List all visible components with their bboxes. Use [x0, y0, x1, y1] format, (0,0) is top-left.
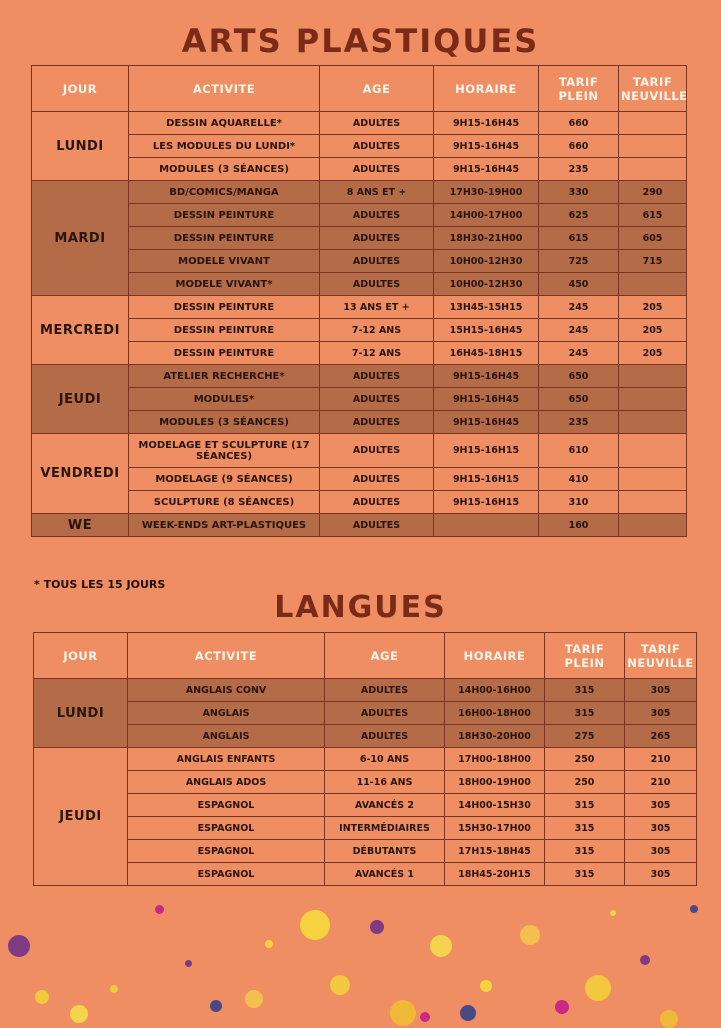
table-row	[34, 817, 697, 840]
table-row	[32, 181, 687, 204]
price-full-cell: 315	[545, 840, 625, 863]
table-row	[32, 135, 687, 158]
activity-cell: LES MODULES DU LUNDI*	[129, 135, 320, 158]
activity-cell: MODULES*	[129, 388, 320, 411]
paint-splat	[245, 990, 263, 1008]
schedule-cell: 18H45-20H15	[445, 863, 545, 886]
age-cell: ADULTES	[320, 468, 434, 491]
col-header-age: AGE	[325, 633, 445, 679]
paint-splat	[330, 975, 350, 995]
age-cell: ADULTES	[320, 434, 434, 468]
activity-cell: DESSIN PEINTURE	[129, 319, 320, 342]
schedule-cell: 17H00-18H00	[445, 748, 545, 771]
price-full-cell: 245	[539, 319, 619, 342]
price-neuville-cell	[619, 158, 687, 181]
activity-cell: ANGLAIS CONV	[128, 679, 325, 702]
col-header-tarif-plein: TARIF PLEIN	[545, 633, 625, 679]
paint-splat	[265, 940, 273, 948]
col-header-tarif-neuville: TARIF NEUVILLE	[625, 633, 697, 679]
paint-splat	[585, 975, 611, 1001]
paint-splat	[370, 920, 384, 934]
schedule-cell	[434, 514, 539, 537]
age-cell: ADULTES	[320, 204, 434, 227]
schedule-cell: 9H15-16H15	[434, 468, 539, 491]
age-cell: DÉBUTANTS	[325, 840, 445, 863]
age-cell: ADULTES	[325, 725, 445, 748]
paint-splat	[300, 910, 330, 940]
age-cell: INTERMÉDIAIRES	[325, 817, 445, 840]
col-header-activite: ACTIVITE	[128, 633, 325, 679]
price-neuville-cell	[619, 434, 687, 468]
activity-cell: DESSIN PEINTURE	[129, 342, 320, 365]
table-row	[34, 679, 697, 702]
table-header-row	[34, 633, 697, 679]
price-neuville-cell: 205	[619, 319, 687, 342]
schedule-cell: 16H45-18H15	[434, 342, 539, 365]
paint-splat	[185, 960, 192, 967]
arts-plastiques-table	[31, 65, 687, 537]
table-row	[34, 702, 697, 725]
langues-table	[33, 632, 697, 886]
day-cell: JEUDI	[32, 365, 129, 434]
schedule-cell: 17H30-19H00	[434, 181, 539, 204]
price-neuville-cell: 205	[619, 296, 687, 319]
paint-splat	[520, 925, 540, 945]
table-row	[32, 112, 687, 135]
paint-splat	[70, 1005, 88, 1023]
activity-cell: DESSIN PEINTURE	[129, 296, 320, 319]
age-cell: ADULTES	[320, 112, 434, 135]
price-neuville-cell	[619, 411, 687, 434]
table-row	[32, 227, 687, 250]
age-cell: ADULTES	[320, 365, 434, 388]
price-neuville-cell: 305	[625, 817, 697, 840]
price-full-cell: 310	[539, 491, 619, 514]
age-cell: 6-10 ANS	[325, 748, 445, 771]
table-row	[32, 365, 687, 388]
age-cell: ADULTES	[320, 273, 434, 296]
day-cell: MERCREDI	[32, 296, 129, 365]
price-neuville-cell: 305	[625, 679, 697, 702]
col-header-jour: JOUR	[32, 66, 129, 112]
table-row	[32, 273, 687, 296]
price-neuville-cell	[619, 112, 687, 135]
paint-splat	[390, 1000, 416, 1026]
age-cell: AVANCÉS 1	[325, 863, 445, 886]
activity-cell: ESPAGNOL	[128, 817, 325, 840]
price-neuville-cell	[619, 491, 687, 514]
day-cell: LUNDI	[32, 112, 129, 181]
activity-cell: DESSIN PEINTURE	[129, 204, 320, 227]
table-row	[34, 771, 697, 794]
price-full-cell: 330	[539, 181, 619, 204]
paint-splat	[690, 905, 698, 913]
price-neuville-cell	[619, 365, 687, 388]
activity-cell: ANGLAIS ENFANTS	[128, 748, 325, 771]
price-full-cell: 650	[539, 365, 619, 388]
price-neuville-cell: 305	[625, 840, 697, 863]
price-neuville-cell: 605	[619, 227, 687, 250]
activity-cell: DESSIN AQUARELLE*	[129, 112, 320, 135]
activity-cell: MODELAGE ET SCULPTURE (17 SÉANCES)	[129, 434, 320, 468]
age-cell: 11-16 ANS	[325, 771, 445, 794]
activity-cell: MODELE VIVANT	[129, 250, 320, 273]
schedule-cell: 9H15-16H45	[434, 158, 539, 181]
col-header-horaire: HORAIRE	[434, 66, 539, 112]
langues-title: LANGUES	[274, 590, 447, 625]
activity-cell: ATELIER RECHERCHE*	[129, 365, 320, 388]
table-header-row	[32, 66, 687, 112]
price-full-cell: 235	[539, 158, 619, 181]
table-row	[32, 468, 687, 491]
price-full-cell: 315	[545, 679, 625, 702]
schedule-cell: 14H00-16H00	[445, 679, 545, 702]
age-cell: ADULTES	[320, 135, 434, 158]
price-neuville-cell: 290	[619, 181, 687, 204]
price-full-cell: 160	[539, 514, 619, 537]
schedule-cell: 18H30-20H00	[445, 725, 545, 748]
table-row	[32, 514, 687, 537]
table-row	[32, 342, 687, 365]
price-full-cell: 245	[539, 296, 619, 319]
schedule-cell: 10H00-12H30	[434, 250, 539, 273]
day-cell: JEUDI	[34, 748, 128, 886]
price-full-cell: 235	[539, 411, 619, 434]
table-row	[32, 491, 687, 514]
table-row	[32, 250, 687, 273]
schedule-cell: 9H15-16H45	[434, 135, 539, 158]
age-cell: AVANCÉS 2	[325, 794, 445, 817]
age-cell: 7-12 ANS	[320, 319, 434, 342]
activity-cell: ANGLAIS ADOS	[128, 771, 325, 794]
col-header-horaire: HORAIRE	[445, 633, 545, 679]
table-row	[32, 158, 687, 181]
paint-splat	[420, 1012, 430, 1022]
activity-cell: ESPAGNOL	[128, 863, 325, 886]
schedule-cell: 14H00-15H30	[445, 794, 545, 817]
schedule-cell: 18H00-19H00	[445, 771, 545, 794]
price-neuville-cell: 715	[619, 250, 687, 273]
table-row	[34, 840, 697, 863]
table-row	[32, 296, 687, 319]
schedule-cell: 15H30-17H00	[445, 817, 545, 840]
price-neuville-cell	[619, 273, 687, 296]
day-cell: MARDI	[32, 181, 129, 296]
table-row	[32, 319, 687, 342]
schedule-cell: 14H00-17H00	[434, 204, 539, 227]
paint-splat	[35, 990, 49, 1004]
age-cell: ADULTES	[325, 679, 445, 702]
price-full-cell: 610	[539, 434, 619, 468]
age-cell: 13 ANS ET +	[320, 296, 434, 319]
schedule-cell: 9H15-16H45	[434, 365, 539, 388]
table-row	[34, 794, 697, 817]
age-cell: ADULTES	[320, 388, 434, 411]
activity-cell: BD/COMICS/MANGA	[129, 181, 320, 204]
paint-splat	[660, 1010, 678, 1028]
price-full-cell: 410	[539, 468, 619, 491]
price-full-cell: 660	[539, 112, 619, 135]
schedule-cell: 9H15-16H45	[434, 112, 539, 135]
price-full-cell: 615	[539, 227, 619, 250]
age-cell: ADULTES	[320, 227, 434, 250]
paint-splat	[430, 935, 452, 957]
price-neuville-cell: 305	[625, 863, 697, 886]
price-neuville-cell	[619, 388, 687, 411]
schedule-cell: 9H15-16H15	[434, 434, 539, 468]
day-cell: VENDREDI	[32, 434, 129, 514]
paint-splat	[555, 1000, 569, 1014]
col-header-tarif-plein: TARIF PLEIN	[539, 66, 619, 112]
table-row	[32, 204, 687, 227]
age-cell: ADULTES	[320, 158, 434, 181]
table-row	[34, 725, 697, 748]
price-neuville-cell	[619, 468, 687, 491]
schedule-cell: 9H15-16H45	[434, 411, 539, 434]
activity-cell: ANGLAIS	[128, 725, 325, 748]
age-cell: ADULTES	[325, 702, 445, 725]
paint-splat	[480, 980, 492, 992]
col-header-jour: JOUR	[34, 633, 128, 679]
age-cell: ADULTES	[320, 250, 434, 273]
schedule-cell: 13H45-15H15	[434, 296, 539, 319]
paint-splat	[210, 1000, 222, 1012]
age-cell: ADULTES	[320, 514, 434, 537]
activity-cell: WEEK-ENDS ART-PLASTIQUES	[129, 514, 320, 537]
activity-cell: ESPAGNOL	[128, 794, 325, 817]
activity-cell: MODELAGE (9 SÉANCES)	[129, 468, 320, 491]
age-cell: ADULTES	[320, 411, 434, 434]
price-neuville-cell: 305	[625, 702, 697, 725]
price-full-cell: 315	[545, 817, 625, 840]
age-cell: 7-12 ANS	[320, 342, 434, 365]
price-neuville-cell	[619, 514, 687, 537]
price-full-cell: 650	[539, 388, 619, 411]
price-full-cell: 315	[545, 702, 625, 725]
activity-cell: SCULPTURE (8 SÉANCES)	[129, 491, 320, 514]
arts-plastiques-title: ARTS PLASTIQUES	[181, 22, 540, 60]
table-row	[32, 411, 687, 434]
table-row	[32, 434, 687, 468]
price-full-cell: 625	[539, 204, 619, 227]
paint-splat	[610, 910, 616, 916]
table-row	[34, 863, 697, 886]
schedule-cell: 18H30-21H00	[434, 227, 539, 250]
price-neuville-cell: 265	[625, 725, 697, 748]
price-full-cell: 660	[539, 135, 619, 158]
paint-splat	[8, 935, 30, 957]
paint-splat	[110, 985, 118, 993]
price-neuville-cell: 615	[619, 204, 687, 227]
footnote: * TOUS LES 15 JOURS	[34, 578, 166, 591]
price-full-cell: 725	[539, 250, 619, 273]
price-full-cell: 245	[539, 342, 619, 365]
schedule-cell: 15H15-16H45	[434, 319, 539, 342]
table-row	[34, 748, 697, 771]
price-neuville-cell: 210	[625, 748, 697, 771]
price-neuville-cell: 205	[619, 342, 687, 365]
price-neuville-cell: 305	[625, 794, 697, 817]
schedule-cell: 16H00-18H00	[445, 702, 545, 725]
activity-cell: ANGLAIS	[128, 702, 325, 725]
schedule-cell: 9H15-16H45	[434, 388, 539, 411]
price-full-cell: 250	[545, 771, 625, 794]
price-full-cell: 315	[545, 794, 625, 817]
col-header-age: AGE	[320, 66, 434, 112]
price-full-cell: 450	[539, 273, 619, 296]
schedule-cell: 9H15-16H15	[434, 491, 539, 514]
paint-splat	[640, 955, 650, 965]
col-header-activite: ACTIVITE	[129, 66, 320, 112]
schedule-cell: 17H15-18H45	[445, 840, 545, 863]
price-full-cell: 275	[545, 725, 625, 748]
price-neuville-cell	[619, 135, 687, 158]
day-cell: LUNDI	[34, 679, 128, 748]
paint-splat	[460, 1005, 476, 1021]
price-full-cell: 315	[545, 863, 625, 886]
paint-splat	[155, 905, 164, 914]
age-cell: 8 ANS ET +	[320, 181, 434, 204]
price-neuville-cell: 210	[625, 771, 697, 794]
price-full-cell: 250	[545, 748, 625, 771]
age-cell: ADULTES	[320, 491, 434, 514]
table-row	[32, 388, 687, 411]
col-header-tarif-neuville: TARIF NEUVILLE	[619, 66, 687, 112]
activity-cell: DESSIN PEINTURE	[129, 227, 320, 250]
schedule-cell: 10H00-12H30	[434, 273, 539, 296]
activity-cell: MODULES (3 SÉANCES)	[129, 411, 320, 434]
activity-cell: MODULES (3 SÉANCES)	[129, 158, 320, 181]
activity-cell: MODELE VIVANT*	[129, 273, 320, 296]
activity-cell: ESPAGNOL	[128, 840, 325, 863]
day-cell: WE	[32, 514, 129, 537]
